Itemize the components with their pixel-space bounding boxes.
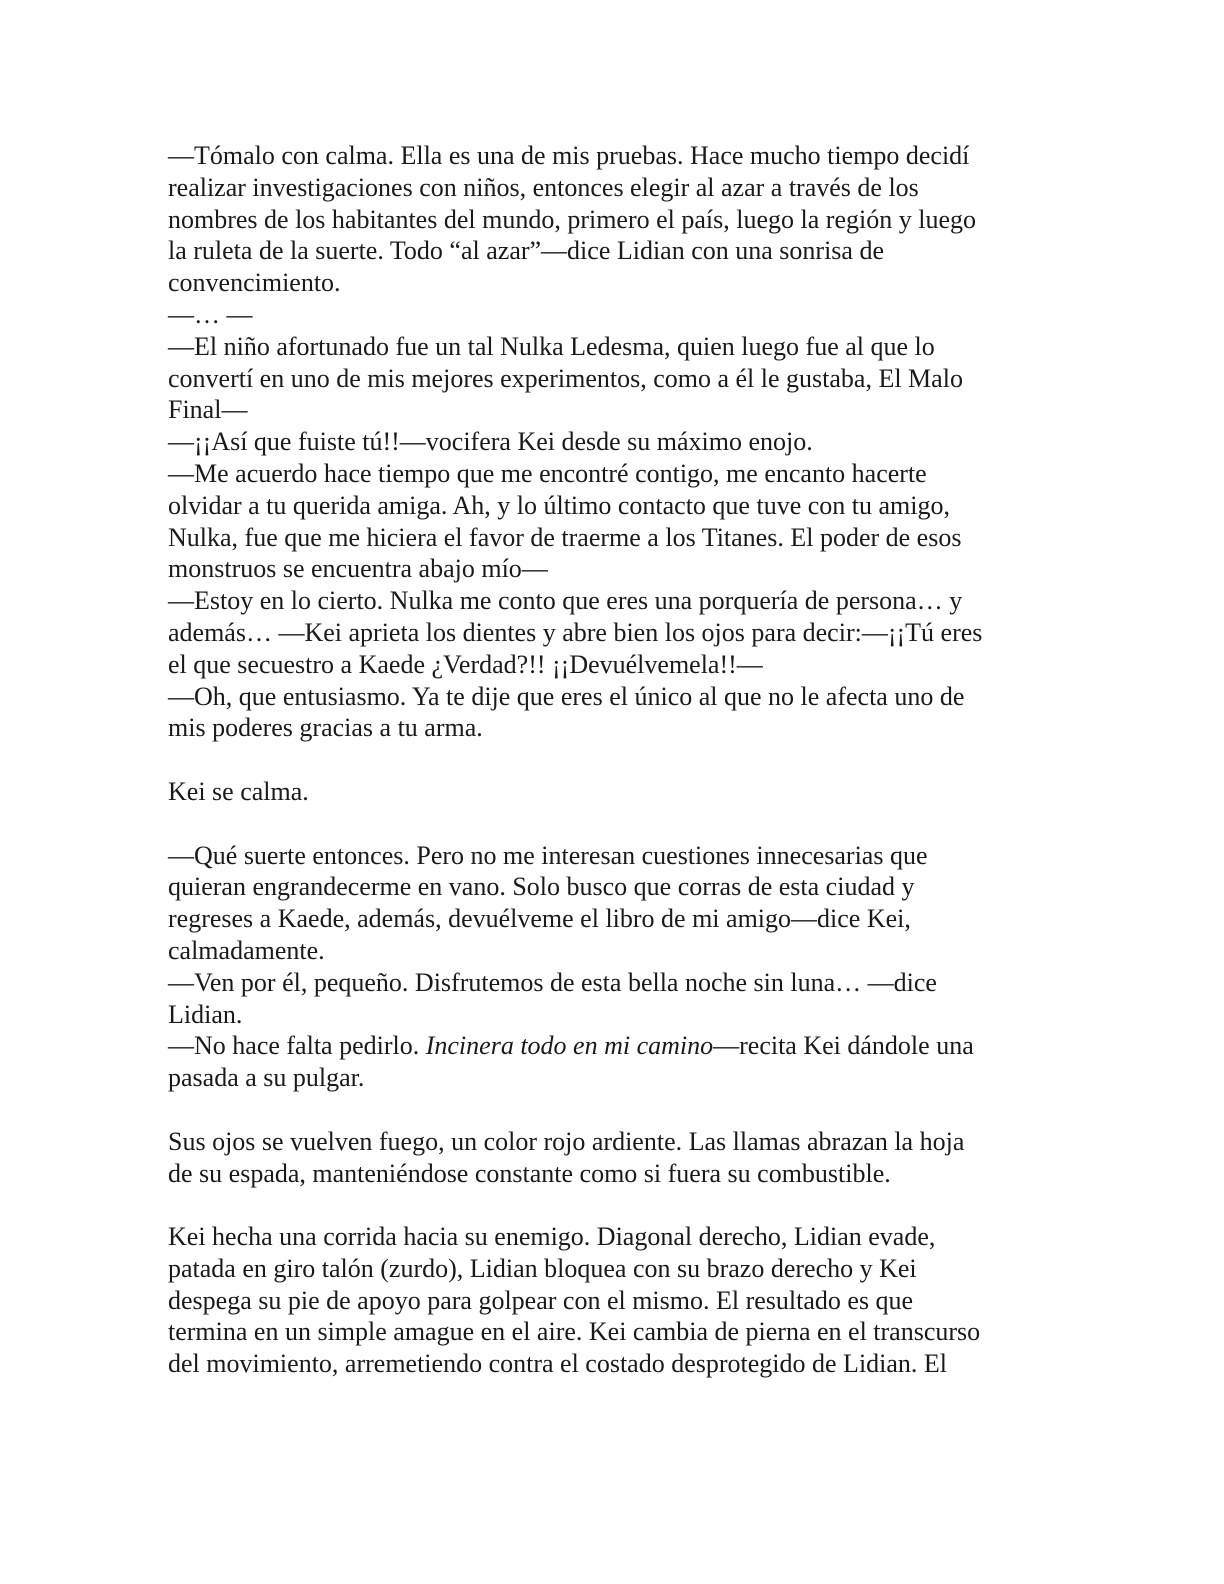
text-line: —Tómalo con calma. Ella es una de mis pruebas. Hace mucho tiempo decidí	[168, 141, 970, 170]
text-segment: —recita Kei dándole una	[713, 1031, 974, 1061]
text-line: la ruleta de la suerte. Todo “al azar”—dice Lidian con una sonrisa de	[168, 236, 885, 266]
text-line-mixed	[168, 1030, 1048, 1062]
text-segment: —No hace falta pedirlo.	[168, 1031, 426, 1061]
text-line: —… —	[168, 299, 253, 329]
text-line: despega su pie de apoyo para golpear con el mismo. El resultado es que	[168, 1285, 914, 1315]
text-line: convertí en uno de mis mejores experimentos, como a él le gustaba, El Malo	[168, 363, 963, 393]
text-line: —Oh, que entusiasmo. Ya te dije que eres el único al que no le afecta uno de	[168, 681, 965, 711]
text-line: convencimiento.	[168, 268, 341, 298]
text-line: —Me acuerdo hace tiempo que me encontré contigo, me encanto hacerte	[168, 458, 927, 488]
text-line: —Qué suerte entonces. Pero no me interesan cuestiones innecesarias que	[168, 840, 928, 870]
paragraph-spacer	[168, 1189, 1048, 1221]
text-line: Kei hecha una corrida hacia su enemigo. Diagonal derecho, Lidian evade,	[168, 1222, 936, 1252]
document-page	[168, 140, 1048, 1380]
text-line: calmadamente.	[168, 935, 325, 965]
text-line: patada en giro talón (zurdo), Lidian bloquea con su brazo derecho y Kei	[168, 1253, 917, 1283]
text-line: Lidian.	[168, 999, 243, 1029]
text-line: pasada a su pulgar.	[168, 1063, 365, 1093]
paragraph-spacer	[168, 744, 1048, 776]
text-line: quieran engrandecerme en vano. Solo busco que corras de esta ciudad y	[168, 872, 915, 902]
text-line: —¡¡Así que fuiste tú!!—vocifera Kei desde su máximo enojo.	[168, 427, 813, 457]
text-line: el que secuestro a Kaede ¿Verdad?!! ¡¡Devuélvemela!!—	[168, 649, 763, 679]
text-line: nombres de los habitantes del mundo, primero el país, luego la región y luego	[168, 204, 976, 234]
text-line: olvidar a tu querida amiga. Ah, y lo último contacto que tuve con tu amigo,	[168, 490, 950, 520]
text-line: del movimiento, arremetiendo contra el costado desprotegido de Lidian. El	[168, 1349, 948, 1379]
text-line: regreses a Kaede, además, devuélveme el libro de mi amigo—dice Kei,	[168, 904, 911, 934]
text-line: Final—	[168, 395, 248, 425]
text-line: Kei se calma.	[168, 776, 309, 806]
text-line: Sus ojos se vuelven fuego, un color rojo ardiente. Las llamas abrazan la hoja	[168, 1126, 965, 1156]
italic-text: Incinera todo en mi camino	[425, 1031, 714, 1061]
paragraph-spacer	[168, 808, 1048, 840]
text-line: monstruos se encuentra abajo mío—	[168, 554, 548, 584]
text-line: realizar investigaciones con niños, entonces elegir al azar a través de los	[168, 172, 919, 202]
text-line: mis poderes gracias a tu arma.	[168, 713, 483, 743]
text-line: termina en un simple amague en el aire. Kei cambia de pierna en el transcurso	[168, 1317, 981, 1347]
text-line: —El niño afortunado fue un tal Nulka Ledesma, quien luego fue al que lo	[168, 331, 935, 361]
text-line: de su espada, manteniéndose constante como si fuera su combustible.	[168, 1158, 891, 1188]
paragraph-spacer	[168, 1094, 1048, 1126]
text-line: además… —Kei aprieta los dientes y abre bien los ojos para decir:—¡¡Tú eres	[168, 617, 983, 647]
text-line: Nulka, fue que me hiciera el favor de traerme a los Titanes. El poder de esos	[168, 522, 962, 552]
text-line: —Estoy en lo cierto. Nulka me conto que eres una porquería de persona… y	[168, 586, 963, 616]
text-line: —Ven por él, pequeño. Disfrutemos de esta bella noche sin luna… —dice	[168, 967, 937, 997]
